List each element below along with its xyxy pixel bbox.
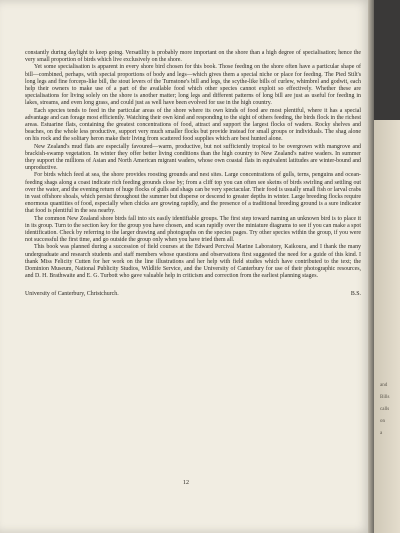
paragraph: Yet some specialisation is apparent in every shore bird chosen for this book. Those feeding on the shore often have a particular shape of bill—combined, perhaps, with special proportions of body and legs—which gives them a special niche or place for feeding. The Pied Stilt's long legs and fine forceps-like bill, the stout levers of the Turnstone's bill and legs, the scythe-like bills of curlew, whimbrel and godwit, each help their owners to make use of a part of the available food which other species cannot exploit so effectively. Whether these are specialisations for living solely on the shore is another matter; long legs and different patterns of long bill are just as useful for feeding in lakes, streams, and even long grass, and could just as well have been evolved for use in the high country. [25, 64, 361, 107]
paragraph: constantly during daylight to keep going. Versatility is probably more important on the shore than a high degree of specialisation; hence the very small proportion of birds which live exclusively on the shore. [25, 50, 361, 64]
paragraph: For birds which feed at sea, the shore provides roosting grounds and nest sites. Large concentrations of gulls, terns, penguins and ocean-feeding shags along a coast indicate rich feeding grounds close by; from a cliff top you can often see skeins of birds swirling and settling out over the water, and the evening return of huge flocks of gulls and shags can be very spectacular. Their food is usually small fish or larval crabs in vast offshore shoals, which persist throughout the summer but disperse or descend to greater depths in winter. Large breeding flocks require enormous quantities of food, especially when chicks are growing rapidly, and the presence of a traditional breeding ground is a sure indicator that food is plentiful in the sea nearby. [25, 172, 361, 215]
facing-page-text [380, 380, 389, 440]
facing-fragment: a [380, 431, 383, 436]
facing-fragment: and [380, 383, 388, 388]
signature-row [25, 291, 361, 298]
paragraph: Each species tends to feed in the particular areas of the shore where its own kinds of food are most plentiful, where it has a special advantage and can forage most efficiently. Watching their own kind and responding to the sight of others feeding, the birds flock in the richest areas. Estuarine flats, containing the greatest concentrations of food, attract and support the largest flocks of waders. Rocky shelves and beaches, on the whole less productive, support very much smaller flocks but provide instead for small groups or individuals. The shag alone on his rock and the solitary heron make their living from scattered food supplies which are best hunted alone. [25, 107, 361, 143]
page-number: 12 [183, 480, 189, 486]
facing-page-edge [374, 120, 400, 533]
signature-initials: B.S. [350, 290, 361, 297]
background [374, 0, 400, 120]
body-text [25, 50, 361, 298]
facing-fragment: Bills [380, 395, 390, 400]
facing-fragment: calls [380, 407, 390, 412]
facing-fragment: on [380, 419, 385, 424]
paragraph: The common New Zealand shore birds fall into six easily identifiable groups. The first step toward naming an unknown bird is to place it in its group. Turn to the section key for the group you have chosen, and scan rapidly over the miniature diagrams to see if you can make a spot identification. Check by referring to the larger drawing and photographs on the species pages. Try other species within the group, if you were not successful the first time, and go outside the group only when you have tried them all. [25, 215, 361, 244]
signature-institution: University of Canterbury, Christchurch. [25, 290, 119, 297]
paragraph: This book was planned during a succession of field courses at the Edward Percival Marine Laboratory, Kaikoura, and I thank the many undergraduate and research students and staff members whose questions and observations first suggested the need for a guide of this kind. I thank Miss Felicity Cutten for her work on the line illustrations and her help with field studies which have contributed to the text; the Dominion Museum, National Publicity Studios, Wildlife Service, and the University of Canterbury for use of their photographic resources, and D. H. Brathwaite and E. G. Turbott who gave valuable help in criticism and correction from the earliest planning stages. [25, 244, 361, 280]
paragraph: New Zealand's mud flats are especially favoured—warm, productive, but not sufficiently tropical to be overgrown with mangrove and brackish-swamp vegetation. In winter they offer better living conditions than the high country to New Zealand's native waders. In summer they support the millions of Asian and North American migrant waders, whose own coastal flats in equivalent latitudes are winter-bound and unproductive. [25, 143, 361, 172]
